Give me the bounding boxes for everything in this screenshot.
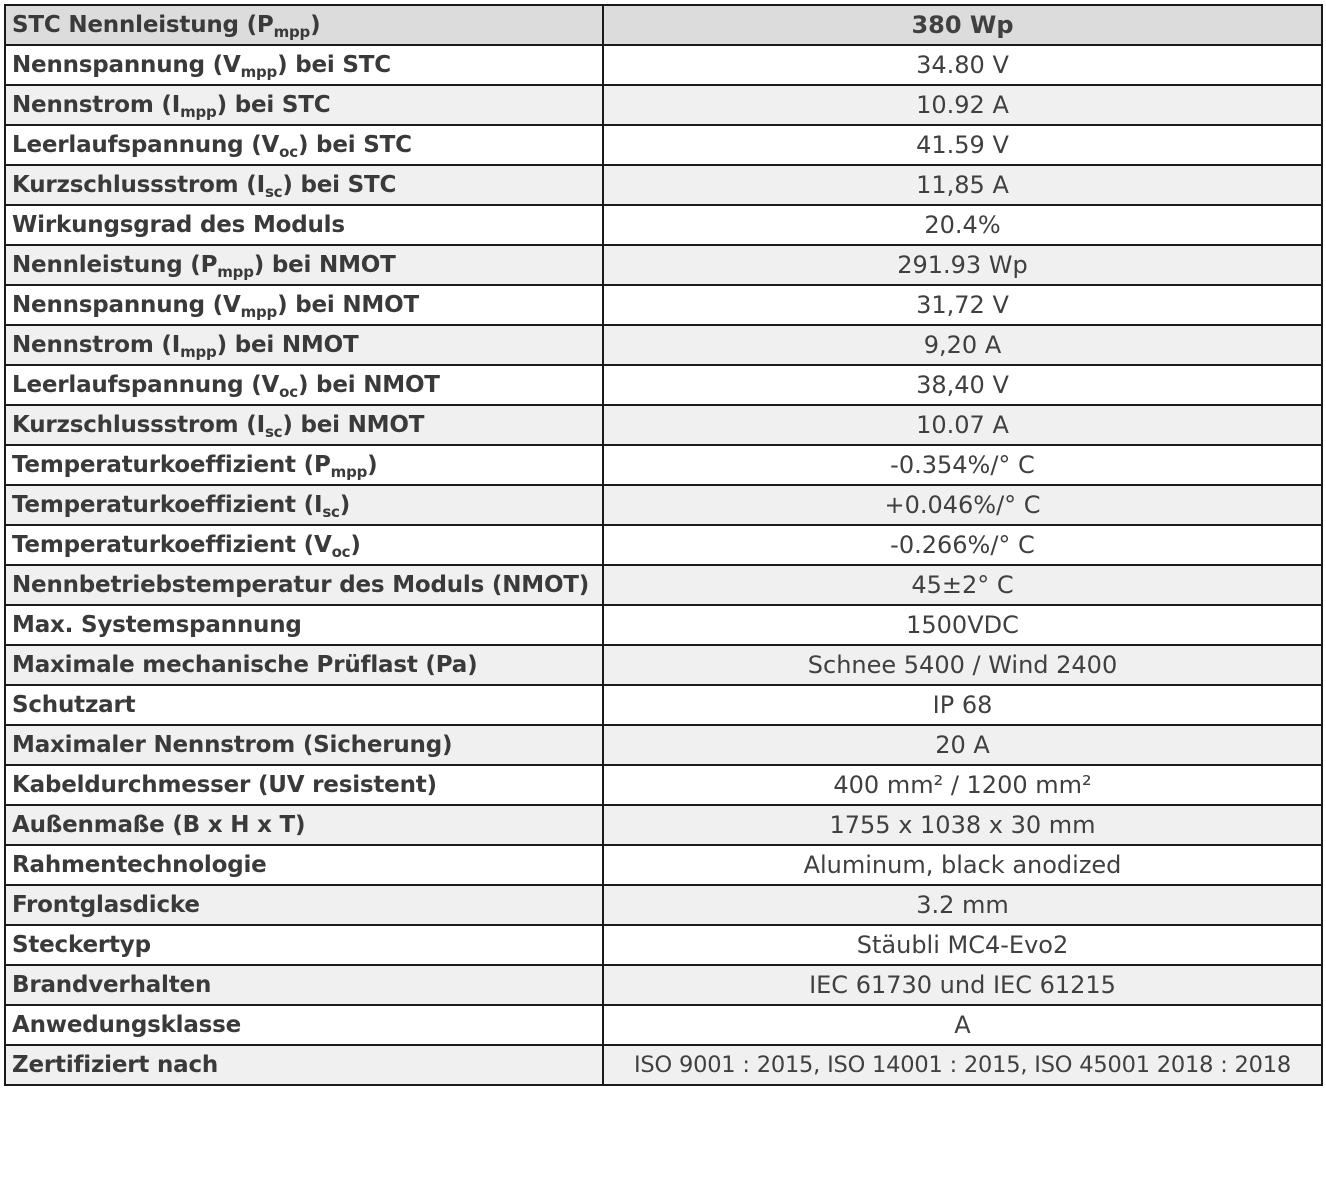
spec-label — [5, 565, 603, 605]
spec-label-subscript: mpp — [217, 263, 254, 281]
spec-label-suffix: ) bei NMOT — [297, 372, 440, 398]
spec-label-suffix: ) — [310, 12, 321, 38]
table-row — [5, 1005, 1322, 1045]
spec-label — [5, 765, 603, 805]
spec-label-subscript: sc — [264, 423, 283, 441]
table-row — [5, 365, 1322, 405]
spec-label-suffix: ) bei STC — [297, 132, 412, 158]
table-row — [5, 645, 1322, 685]
spec-label-subscript: mpp — [240, 63, 278, 81]
table-row — [5, 765, 1322, 805]
spec-label — [5, 925, 603, 965]
table-row — [5, 605, 1322, 645]
spec-label-suffix: ) bei STC — [277, 52, 391, 78]
spec-label-text: Kabeldurchmesser (UV resistent) — [12, 772, 437, 798]
spec-label-suffix: ) bei NMOT — [253, 252, 396, 278]
spec-label — [5, 725, 603, 765]
table-row — [5, 85, 1322, 125]
spec-value: 41.59 V — [603, 125, 1322, 165]
spec-label — [5, 285, 603, 325]
spec-label — [5, 685, 603, 725]
spec-label-text: Brandverhalten — [12, 972, 212, 998]
spec-value: ISO 9001 : 2015, ISO 14001 : 2015, ISO 45001 2018 : 2018 — [603, 1045, 1322, 1085]
spec-value: 45±2° C — [603, 565, 1322, 605]
spec-label-text: Leerlaufspannung (V — [12, 372, 280, 398]
spec-label-subscript: mpp — [240, 303, 278, 321]
table-row — [5, 285, 1322, 325]
spec-label-suffix: ) — [350, 532, 361, 558]
spec-value: 20 A — [603, 725, 1322, 765]
table-row — [5, 965, 1322, 1005]
spec-label — [5, 605, 603, 645]
spec-label-subscript: mpp — [180, 103, 217, 121]
spec-label-text: Maximale mechanische Prüflast (Pa) — [12, 652, 478, 678]
spec-label — [5, 645, 603, 685]
spec-label-suffix: ) bei NMOT — [277, 292, 419, 318]
spec-label-text: Steckertyp — [12, 932, 151, 958]
spec-label-text: Außenmaße (B x H x T) — [12, 812, 306, 838]
spec-value: +0.046%/° C — [603, 485, 1322, 525]
spec-label — [5, 445, 603, 485]
spec-table-body — [5, 5, 1322, 1085]
spec-value: 10.92 A — [603, 85, 1322, 125]
spec-value: IP 68 — [603, 685, 1322, 725]
spec-label-text: Frontglasdicke — [12, 892, 200, 918]
table-row — [5, 805, 1322, 845]
table-row — [5, 525, 1322, 565]
spec-label-text: Temperaturkoeffizient (V — [12, 532, 332, 558]
spec-label — [5, 45, 603, 85]
spec-value: 11,85 A — [603, 165, 1322, 205]
spec-value: -0.354%/° C — [603, 445, 1322, 485]
spec-label-text: Leerlaufspannung (V — [12, 132, 280, 158]
spec-label-text: Nennbetriebstemperatur des Moduls (NMOT) — [12, 572, 590, 598]
spec-value: IEC 61730 und IEC 61215 — [603, 965, 1322, 1005]
table-row — [5, 725, 1322, 765]
table-row — [5, 565, 1322, 605]
spec-value: 38,40 V — [603, 365, 1322, 405]
spec-label-subscript: mpp — [330, 463, 368, 481]
spec-label-suffix: ) bei NMOT — [216, 332, 359, 358]
spec-label-subscript: oc — [331, 543, 351, 561]
table-row — [5, 45, 1322, 85]
spec-label-text: Maximaler Nennstrom (Sicherung) — [12, 732, 453, 758]
spec-label-text: Nennstrom (I — [12, 92, 181, 118]
spec-value: 400 mm² / 1200 mm² — [603, 765, 1322, 805]
spec-label-subscript: oc — [279, 383, 298, 401]
spec-label-suffix: ) bei STC — [216, 92, 331, 118]
spec-label-suffix: ) bei NMOT — [282, 412, 425, 438]
spec-label-text: Temperaturkoeffizient (I — [12, 492, 323, 518]
table-row — [5, 165, 1322, 205]
spec-label-suffix: ) — [339, 492, 351, 518]
spec-label — [5, 245, 603, 285]
spec-label — [5, 5, 603, 45]
table-row — [5, 1045, 1322, 1085]
table-row — [5, 845, 1322, 885]
table-row — [5, 405, 1322, 445]
spec-label — [5, 965, 603, 1005]
table-row — [5, 125, 1322, 165]
spec-label — [5, 365, 603, 405]
spec-label — [5, 485, 603, 525]
spec-label-suffix: ) — [367, 452, 378, 478]
spec-label-text: Nennspannung (V — [12, 52, 241, 78]
spec-label-text: Zertifiziert nach — [12, 1052, 219, 1078]
spec-label — [5, 165, 603, 205]
spec-label — [5, 405, 603, 445]
spec-label — [5, 525, 603, 565]
spec-label — [5, 1045, 603, 1085]
spec-label — [5, 125, 603, 165]
table-row — [5, 445, 1322, 485]
spec-value: A — [603, 1005, 1322, 1045]
spec-label-text: STC Nennleistung (P — [12, 12, 274, 38]
spec-value: 380 Wp — [603, 5, 1322, 45]
spec-label-text: Nennstrom (I — [12, 332, 181, 358]
spec-value: -0.266%/° C — [603, 525, 1322, 565]
spec-label-text: Anwedungsklasse — [12, 1012, 242, 1038]
spec-label-text: Schutzart — [12, 692, 136, 718]
spec-label-text: Kurzschlussstrom (I — [12, 172, 265, 198]
table-row — [5, 885, 1322, 925]
spec-value: Stäubli MC4-Evo2 — [603, 925, 1322, 965]
spec-label-text: Temperaturkoeffizient (P — [12, 452, 331, 478]
spec-value: 291.93 Wp — [603, 245, 1322, 285]
spec-label-subscript: mpp — [180, 343, 217, 361]
table-row — [5, 245, 1322, 285]
spec-label-text: Nennleistung (P — [12, 252, 218, 278]
spec-value: 9,20 A — [603, 325, 1322, 365]
spec-label-text: Max. Systemspannung — [12, 612, 302, 638]
spec-label-text: Kurzschlussstrom (I — [12, 412, 265, 438]
spec-value: 34.80 V — [603, 45, 1322, 85]
spec-label — [5, 885, 603, 925]
spec-label — [5, 325, 603, 365]
spec-label — [5, 845, 603, 885]
table-row — [5, 325, 1322, 365]
spec-label-text: Wirkungsgrad des Moduls — [12, 212, 345, 238]
spec-label — [5, 1005, 603, 1045]
spec-value: 10.07 A — [603, 405, 1322, 445]
spec-value: 3.2 mm — [603, 885, 1322, 925]
spec-value: Schnee 5400 / Wind 2400 — [603, 645, 1322, 685]
table-header-row — [5, 5, 1322, 45]
spec-value: 1500VDC — [603, 605, 1322, 645]
table-row — [5, 205, 1322, 245]
table-row — [5, 925, 1322, 965]
spec-value: 20.4% — [603, 205, 1322, 245]
spec-value: 1755 x 1038 x 30 mm — [603, 805, 1322, 845]
spec-label-suffix: ) bei STC — [282, 172, 397, 198]
spec-value: Aluminum, black anodized — [603, 845, 1322, 885]
spec-label-text: Rahmentechnologie — [12, 852, 267, 878]
spec-label-subscript: sc — [264, 183, 283, 201]
spec-label-subscript: sc — [322, 503, 340, 521]
spec-label — [5, 205, 603, 245]
table-row — [5, 685, 1322, 725]
table-row — [5, 485, 1322, 525]
spec-label-text: Nennspannung (V — [12, 292, 241, 318]
spec-label — [5, 805, 603, 845]
spec-value: 31,72 V — [603, 285, 1322, 325]
spec-label-subscript: oc — [279, 143, 298, 161]
spec-label — [5, 85, 603, 125]
spec-label-subscript: mpp — [273, 23, 311, 41]
spec-table — [4, 4, 1323, 1086]
